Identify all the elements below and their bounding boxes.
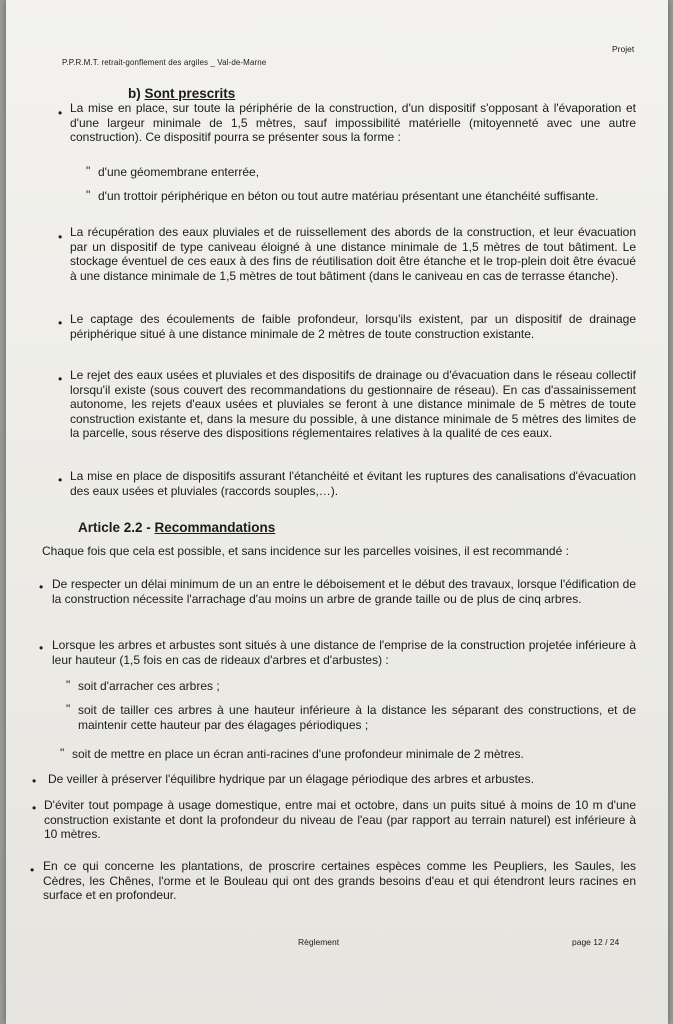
bullet-icon: • [58,106,63,120]
article-number: Article 2.2 - [78,520,155,535]
bullet-icon: • [39,641,44,655]
section-b-label: b) [128,86,145,101]
footer-section: Règlement [298,937,340,947]
list-item: La mise en place de dispositifs assurant l'étanchéité et évitant les ruptures des canalisations d'évacuation des eaux usées et pluviales (raccords souples,…). [70,469,636,498]
bullet-icon: • [39,580,44,594]
bullet-icon: • [32,801,37,815]
list-item: De veiller à préserver l'équilibre hydrique par un élagage périodique des arbres et arbustes. [48,772,534,786]
list-item: En ce qui concerne les plantations, de proscrire certaines espèces comme les Peupliers, les Saules, les Cèdres, les Chênes, l'orme et le Bouleau qui ont des grands besoins d'eau et qui étendront leurs racines en surface et en profondeur. [43,859,636,903]
article-title: Recommandations [154,520,276,535]
list-item: De respecter un délai minimum de un an entre le déboisement et le début des travaux, lorsque l'édification de la construction nécessite l'arrachage d'au moins un arbre de grande taille ou de plus de cinq arbres. [52,577,636,606]
quote-mark-icon: " [66,678,71,692]
list-subitem: soit de mettre en place un écran anti-racines d'une profondeur minimale de 2 mètres. [72,747,524,761]
list-item: Le captage des écoulements de faible profondeur, lorsqu'ils existent, par un dispositif de drainage périphérique situé à une distance minimale de 2 mètres de toute construction existante. [70,312,636,341]
list-item: Le rejet des eaux usées et pluviales et des dispositifs de drainage ou d'évacuation dans le réseau collectif lorsqu'il existe (sous couvert des recommandations du gestionnaire de réseau). En cas d'assainissement autonome, les rejets d'eaux usées et pluviales se feront à une distance minimale de 5 mètres de toute construction existante et, dans la mesure du possible, à une distance minimale de 5 mètres des limites de la parcelle, sous réserve des dispositions réglementaires relatives à la qualité de ces eaux. [70,368,636,441]
list-subitem: soit de tailler ces arbres à une hauteur inférieure à la distance les séparant des constructions, et de maintenir cette hauteur par des élagages périodiques ; [78,703,636,732]
bullet-icon: • [30,863,35,877]
list-item: Lorsque les arbres et arbustes sont situés à une distance de l'emprise de la construction projetée inférieure à leur hauteur (1,5 fois en cas de rideaux d'arbres et d'arbustes) : [52,638,636,667]
bullet-icon: • [58,372,63,386]
bullet-icon: • [58,230,63,244]
bullet-icon: • [32,774,37,788]
list-subitem: d'une géomembrane enterrée, [98,165,260,179]
section-b-heading [128,86,235,101]
list-subitem: soit d'arracher ces arbres ; [78,679,220,693]
quote-mark-icon: " [66,702,71,716]
page-number: page 12 / 24 [572,937,620,947]
bullet-icon: • [58,316,63,330]
header-title: P.P.R.M.T. retrait-gonflement des argiles _ Val-de-Marne [62,58,267,67]
list-item: La récupération des eaux pluviales et de ruissellement des abords de la construction, et leur évacuation par un dispositif de type caniveau éloigné à une distance minimale de 1,5 mètres de tout bâtiment. Le stockage éventuel de ces eaux à des fins de réutilisation doit être étanche et le trop-plein doit être évacué à une distance minimale de 1,5 mètres de tout bâtiment (dans le caniveau en cas de terrasse étanche). [70,225,636,283]
document-page [6,0,668,1024]
section-b-title: Sont prescrits [144,86,236,101]
quote-mark-icon: " [60,746,65,760]
list-item: La mise en place, sur toute la périphérie de la construction, d'un dispositif s'opposant à l'évaporation et d'une largeur minimale de 1,5 mètres, sauf impossibilité matérielle (mitoyenneté avec une autre construction). Ce dispositif pourra se présenter sous la forme : [70,101,636,145]
article-intro: Chaque fois que cela est possible, et sans incidence sur les parcelles voisines, il est recommandé : [42,544,569,558]
bullet-icon: • [58,473,63,487]
list-subitem: d'un trottoir périphérique en béton ou tout autre matériau présentant une étanchéité suffisante. [98,189,599,203]
quote-mark-icon: " [86,188,91,202]
quote-mark-icon: " [86,164,91,178]
list-item: D'éviter tout pompage à usage domestique, entre mai et octobre, dans un puits situé à moins de 10 m d'une construction existante et dont la profondeur du niveau de l'eau (par rapport au terrain naturel) est inférieure à 10 mètres. [44,798,636,842]
article-heading [78,520,275,535]
header-status: Projet [612,44,635,54]
